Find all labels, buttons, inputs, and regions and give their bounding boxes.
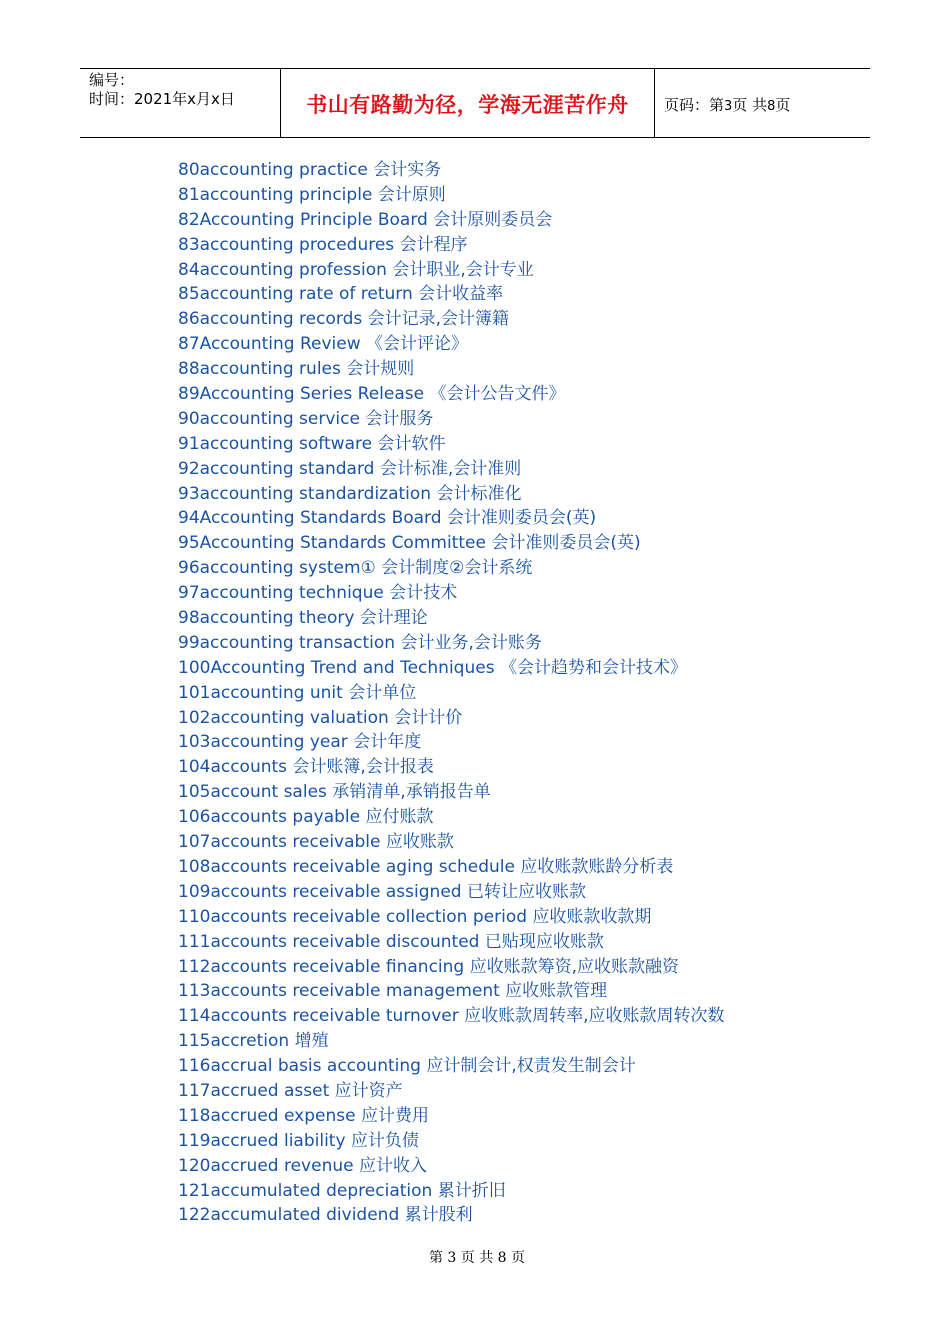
header-page-number: [664, 94, 790, 115]
glossary-entry: 102accounting valuation 会计计价: [178, 707, 463, 728]
glossary-entry: 110accounts receivable collection period 应收账款收款期: [178, 906, 652, 927]
glossary-entry: 113accounts receivable management 应收账款管理: [178, 981, 608, 1002]
glossary-entry: 85accounting rate of return 会计收益率: [178, 284, 504, 305]
page-mid: 页 共: [732, 96, 768, 114]
glossary-entry: 86accounting records 会计记录,会计簿籍: [178, 309, 510, 330]
glossary-entry: 118accrued expense 应计费用: [178, 1105, 429, 1126]
document-date: 时间：2021年x月x日: [89, 90, 235, 108]
header-motto-cell: [281, 69, 655, 137]
document-number-label: 编号：: [89, 71, 135, 89]
glossary-entry: 114accounts receivable turnover 应收账款周转率,应收账款周转次数: [178, 1006, 725, 1027]
glossary-entry: 90accounting service 会计服务: [178, 408, 434, 429]
header-motto: 书山有路勤为径，学海无涯苦作舟: [306, 93, 629, 117]
glossary-entry: 116accrual basis accounting 应计制会计,权责发生制会计: [178, 1056, 636, 1077]
glossary-entry: 101accounting unit 会计单位: [178, 682, 417, 703]
glossary-entry: 107accounts receivable 应收账款: [178, 832, 454, 853]
glossary-entry: 96accounting system① 会计制度②会计系统: [178, 558, 533, 579]
page-prefix: 页码：第: [664, 96, 725, 114]
glossary-entry: 92accounting standard 会计标准,会计准则: [178, 458, 522, 479]
glossary-entry: 93accounting standardization 会计标准化: [178, 483, 522, 504]
header-meta-cell: [80, 69, 281, 137]
glossary-entry: 81accounting principle 会计原则: [178, 184, 446, 205]
glossary-list: [178, 158, 725, 1228]
glossary-entry: 108accounts receivable aging schedule 应收账款账龄分析表: [178, 856, 674, 877]
glossary-entry: 106accounts payable 应付账款: [178, 807, 434, 828]
glossary-entry: 88accounting rules 会计规则: [178, 359, 415, 380]
glossary-entry: 100Accounting Trend and Techniques 《会计趋势和会计技术》: [178, 657, 687, 678]
glossary-entry: 122accumulated dividend 累计股利: [178, 1205, 473, 1226]
glossary-entry: 119accrued liability 应计负债: [178, 1130, 419, 1151]
glossary-entry: 82Accounting Principle Board 会计原则委员会: [178, 209, 553, 230]
glossary-entry: 117accrued asset 应计资产: [178, 1080, 403, 1101]
page-total: 8: [767, 99, 776, 114]
glossary-entry: 105account sales 承销清单,承销报告单: [178, 782, 491, 803]
glossary-entry: 115accretion 增殖: [178, 1031, 329, 1052]
glossary-entry: 121accumulated depreciation 累计折旧: [178, 1180, 506, 1201]
page-footer: 第 3 页 共 8 页: [428, 1250, 526, 1266]
glossary-entry: 104accounts 会计账簿,会计报表: [178, 757, 434, 778]
glossary-entry: 112accounts receivable financing 应收账款筹资,应收账款融资: [178, 956, 680, 977]
glossary-entry: 109accounts receivable assigned 已转让应收账款: [178, 881, 586, 902]
page-suffix: 页: [775, 96, 791, 114]
page-header: [80, 68, 870, 138]
header-page-cell: [655, 69, 870, 137]
glossary-entry: 120accrued revenue 应计收入: [178, 1155, 427, 1176]
glossary-entry: 89Accounting Series Release 《会计公告文件》: [178, 384, 566, 405]
glossary-entry: 103accounting year 会计年度: [178, 732, 422, 753]
glossary-entry: 95Accounting Standards Committee 会计准则委员会(英): [178, 533, 641, 554]
glossary-entry: 94Accounting Standards Board 会计准则委员会(英): [178, 508, 597, 529]
glossary-entry: 111accounts receivable discounted 已贴现应收账款: [178, 931, 604, 952]
glossary-entry: 87Accounting Review 《会计评论》: [178, 334, 469, 355]
glossary-entry: 80accounting practice 会计实务: [178, 160, 442, 180]
page-current: 3: [724, 99, 733, 114]
glossary-entry: 83accounting procedures 会计程序: [178, 234, 468, 255]
glossary-entry: 99accounting transaction 会计业务,会计账务: [178, 632, 542, 653]
glossary-entry: 84accounting profession 会计职业,会计专业: [178, 259, 534, 280]
glossary-entry: 91accounting software 会计软件: [178, 433, 446, 454]
glossary-entry: 97accounting technique 会计技术: [178, 583, 458, 604]
glossary-entry: 98accounting theory 会计理论: [178, 608, 428, 629]
